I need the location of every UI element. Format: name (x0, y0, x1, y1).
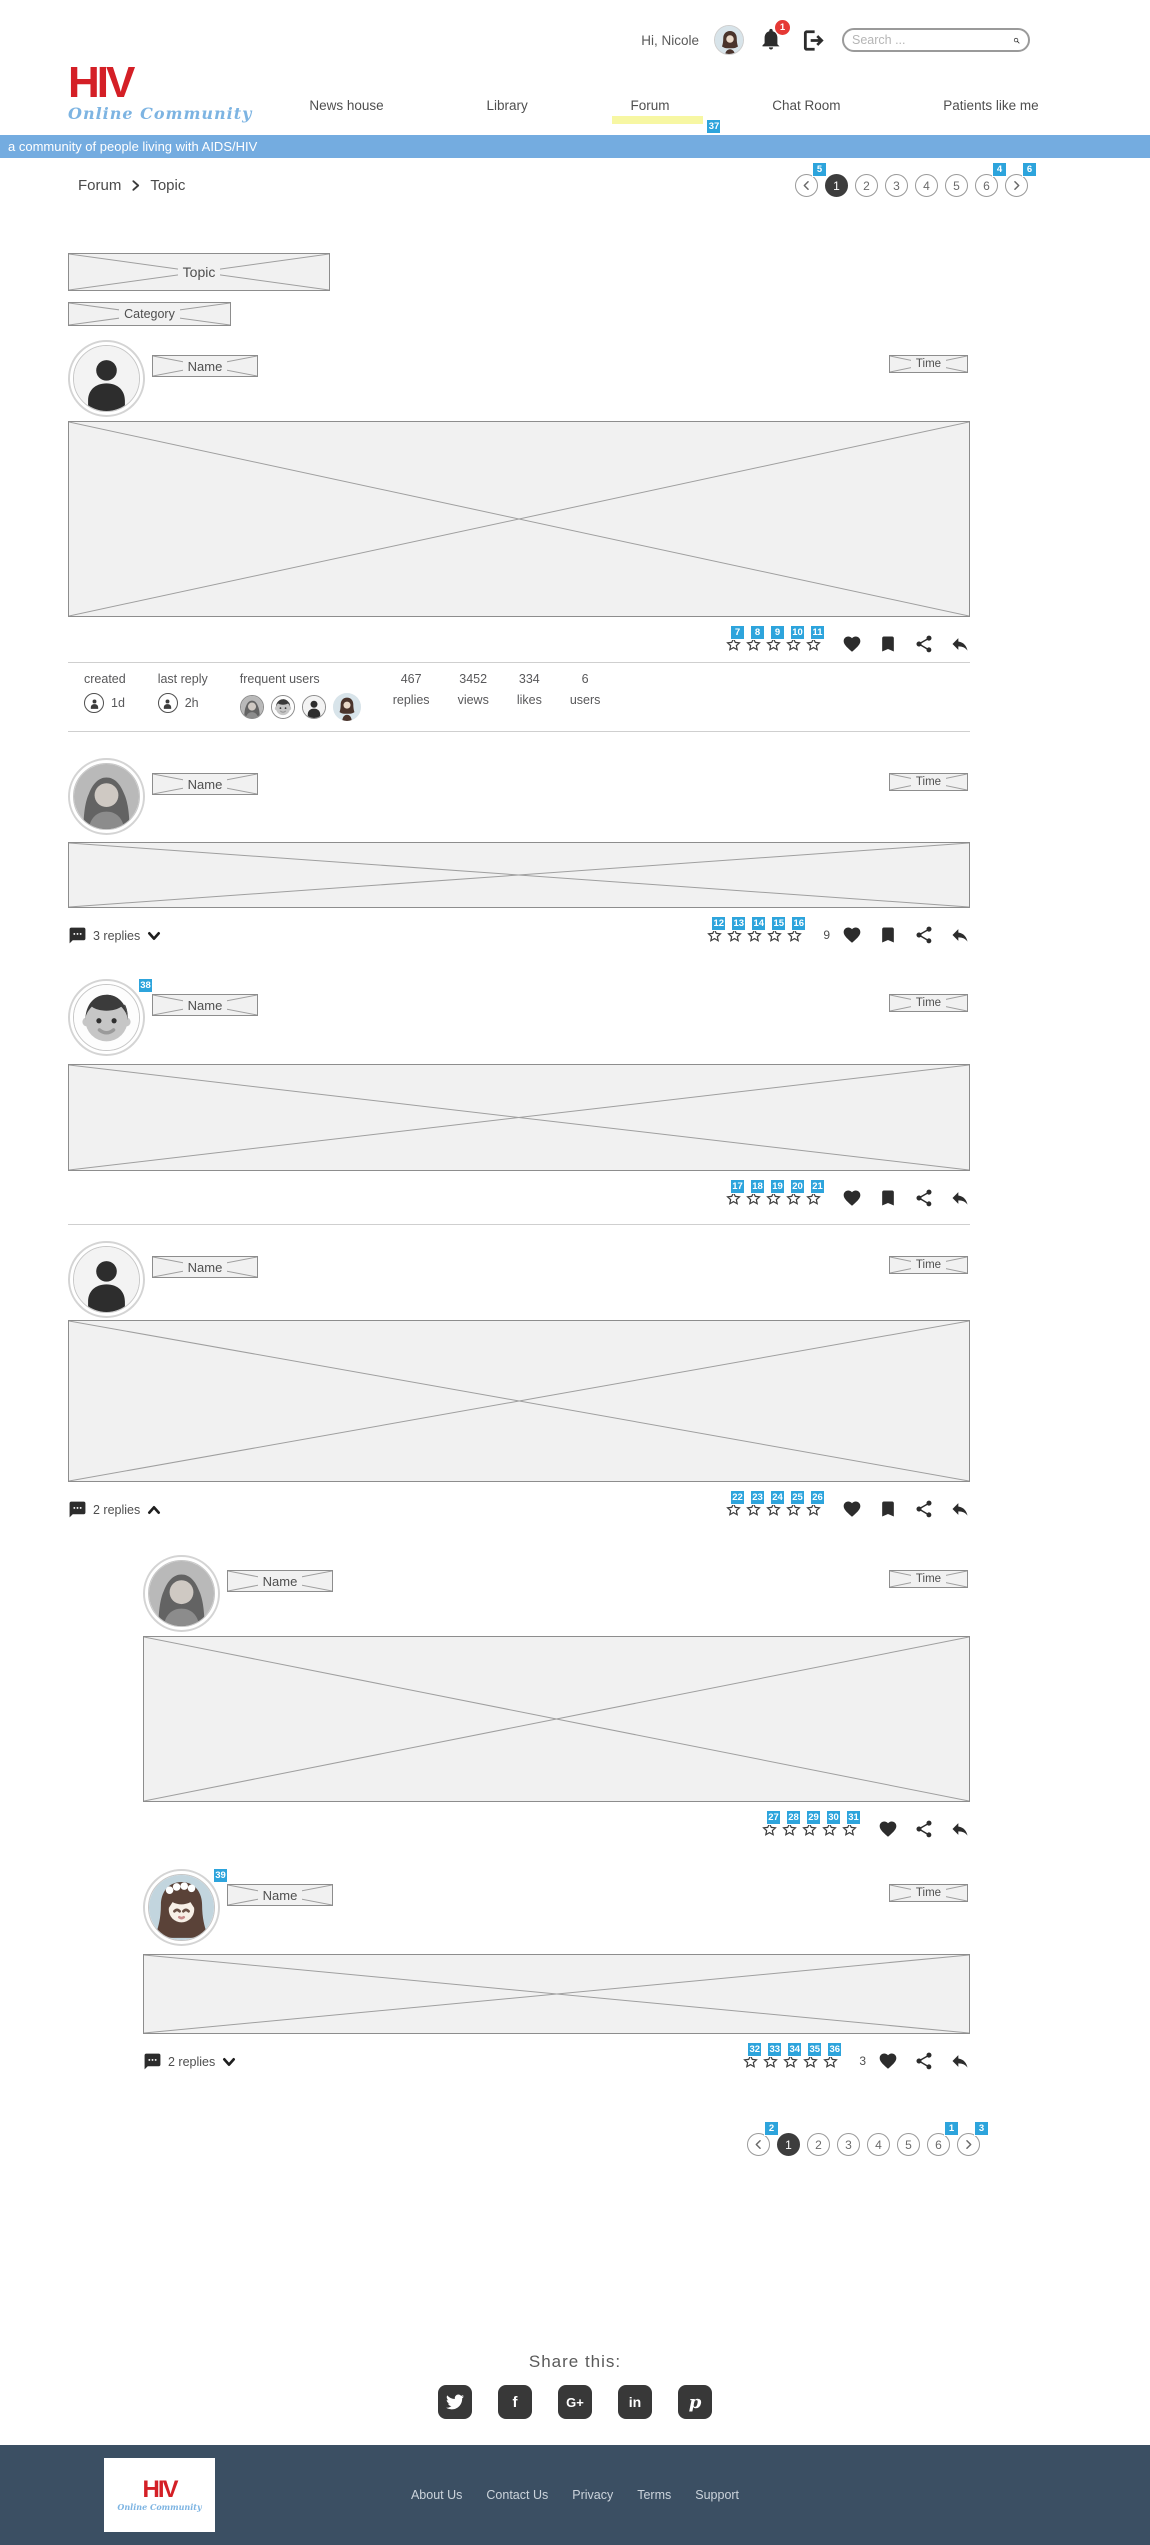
rating-stars[interactable] (725, 626, 823, 653)
rating-stars[interactable] (725, 1491, 823, 1518)
reply-button[interactable] (950, 1499, 970, 1519)
chevron-left-icon (799, 178, 814, 193)
replies-toggle[interactable]: 2 replies (68, 1500, 162, 1519)
notifications-button[interactable] (759, 22, 786, 53)
post-time-placeholder: Time (889, 994, 968, 1012)
author-name-placeholder: Name (152, 1256, 258, 1278)
annotation-badge: 16 (791, 916, 806, 931)
avatar[interactable] (333, 693, 361, 721)
site-header (0, 58, 1150, 132)
pagination-top (795, 164, 1033, 197)
avatar[interactable] (143, 1869, 226, 1946)
page-button-4[interactable]: 4 (915, 174, 938, 197)
annotation-badge: 29 (806, 1810, 821, 1825)
next-page-button[interactable] (957, 2123, 985, 2156)
annotation-badge: 35 (807, 2042, 822, 2057)
annotation-badge: 11 (810, 625, 825, 640)
annotation-badge: 3 (974, 2121, 989, 2136)
facebook-icon: f (512, 2393, 518, 2411)
stat-views: 3452 views (457, 672, 489, 707)
author-name-placeholder: Name (152, 773, 258, 795)
chevron-down-icon (146, 928, 162, 944)
avatar[interactable] (240, 695, 264, 719)
author-name-placeholder: Name (227, 1884, 333, 1906)
footer-links (411, 2488, 739, 2502)
bookmark-button[interactable] (878, 1499, 898, 1519)
like-button[interactable] (842, 634, 862, 654)
nav-item-patients-like-me[interactable]: Patients like me (943, 98, 1039, 113)
pinterest-icon: p (688, 2391, 702, 2413)
nav-item-forum[interactable]: Forum 37 (630, 98, 669, 113)
annotation-badge: 23 (750, 1490, 765, 1505)
stat-frequent-users: frequent users (240, 672, 361, 721)
topic-title-placeholder: Topic (68, 253, 330, 291)
annotation-badge: 14 (751, 916, 766, 931)
nested-reply-1 (143, 1555, 970, 1839)
post-time-placeholder: Time (889, 1884, 968, 1902)
footer-logo[interactable]: HIV Online Community (104, 2458, 215, 2532)
post-body-placeholder (68, 421, 970, 617)
page-button-6[interactable]: 6 4 (975, 174, 998, 197)
rating-stars[interactable] (725, 1180, 823, 1207)
annotation-badge: 31 (846, 1810, 861, 1825)
annotation-badge: 5 (812, 162, 827, 177)
footer-link-terms[interactable]: Terms (637, 2488, 672, 2502)
avatar[interactable] (68, 758, 145, 835)
reply-button[interactable] (950, 1188, 970, 1208)
annotation-badge: 24 (770, 1490, 785, 1505)
tagline-banner: a community of people living with AIDS/HIV (0, 135, 1150, 158)
page-button-3[interactable]: 3 (837, 2133, 860, 2156)
annotation-badge: 30 (826, 1810, 841, 1825)
annotation-badge: 20 (790, 1179, 805, 1194)
breadcrumb-topic: Topic (150, 177, 186, 194)
search-input[interactable] (852, 33, 1013, 47)
like-button[interactable] (842, 1499, 862, 1519)
woman-avatar-photo (74, 764, 139, 829)
page-button-1[interactable]: 1 (777, 2133, 800, 2156)
reply-button[interactable] (950, 1819, 970, 1839)
bookmark-button[interactable] (878, 925, 898, 945)
reply-button[interactable] (950, 2051, 970, 2071)
post-time-placeholder: Time (889, 773, 968, 791)
avatar[interactable] (68, 1241, 145, 1318)
annotation-badge: 38 (138, 978, 153, 993)
pagination-bottom (747, 2123, 985, 2156)
category-placeholder: Category (68, 302, 231, 326)
person-avatar-icon (74, 1247, 139, 1312)
annotation-badge: 4 (992, 162, 1007, 177)
google-plus-icon: G+ (566, 2394, 584, 2410)
post-reply-3 (68, 1241, 970, 1519)
annotation-badge: 9 (770, 625, 785, 640)
chevron-left-icon (751, 2137, 766, 2152)
breadcrumb (78, 177, 185, 194)
divider (68, 1224, 970, 1225)
avatar[interactable] (68, 979, 151, 1056)
annotation-badge: 36 (827, 2042, 842, 2057)
rating-stars[interactable] (742, 2043, 841, 2070)
like-button[interactable] (842, 1188, 862, 1208)
girl-avatar-illustration (149, 1875, 214, 1940)
search-icon[interactable] (1013, 32, 1020, 49)
avatar[interactable] (143, 1555, 220, 1632)
logo-subtitle: Online Community (68, 104, 253, 123)
annotation-badge: 17 (730, 1179, 745, 1194)
annotation-badge: 37 (706, 119, 721, 134)
replies-toggle[interactable]: 2 replies (143, 2052, 237, 2071)
chevron-up-icon (146, 1502, 162, 1518)
person-icon (84, 693, 104, 713)
logo-title: HIV (68, 58, 133, 107)
site-footer (0, 2445, 1150, 2545)
stat-created: created 1d (84, 672, 126, 713)
share-button[interactable] (914, 1819, 934, 1839)
post-original (68, 340, 970, 732)
rating-stars[interactable] (761, 1811, 859, 1838)
prev-page-button[interactable] (747, 2123, 775, 2156)
annotation-badge: 7 (730, 625, 745, 640)
topic-stats (68, 663, 970, 731)
chevron-right-icon (961, 2137, 976, 2152)
chevron-down-icon (221, 2054, 237, 2070)
share-button[interactable] (914, 2051, 934, 2071)
post-reply-2 (68, 979, 970, 1225)
chevron-right-icon (1009, 178, 1024, 193)
avatar[interactable] (271, 695, 295, 719)
page-button-4[interactable]: 4 (867, 2133, 890, 2156)
user-greeting: Hi, Nicole (641, 32, 699, 48)
annotation-badge: 27 (766, 1810, 781, 1825)
post-body-placeholder (143, 1954, 970, 2034)
post-body-placeholder (68, 842, 970, 908)
last-reply-value: 2h (184, 696, 199, 710)
annotation-badge: 39 (213, 1868, 228, 1883)
post-time-placeholder: Time (889, 355, 968, 373)
author-name-placeholder: Name (227, 1570, 333, 1592)
breadcrumb-forum[interactable]: Forum (78, 177, 122, 194)
replies-bubble-icon (143, 2052, 162, 2071)
annotation-badge: 22 (730, 1490, 745, 1505)
share-pinterest-button[interactable] (678, 2385, 712, 2419)
footer-link-support[interactable]: Support (695, 2488, 740, 2502)
page-button-3[interactable]: 3 (885, 174, 908, 197)
site-logo[interactable] (68, 58, 258, 123)
sign-out-button[interactable] (800, 27, 827, 54)
post-reply-1 (68, 758, 970, 945)
share-facebook-button[interactable] (498, 2385, 532, 2419)
replies-bubble-icon (68, 1500, 87, 1519)
rating-stars[interactable] (706, 917, 805, 944)
annotation-badge: 15 (771, 916, 786, 931)
nav-item-news-house[interactable]: News house (309, 98, 384, 113)
notification-badge: 1 (775, 20, 790, 35)
page-button-5[interactable]: 5 (897, 2133, 920, 2156)
annotation-badge: 2 (764, 2121, 779, 2136)
page-button-6[interactable]: 6 1 (927, 2133, 950, 2156)
annotation-badge: 21 (810, 1179, 825, 1194)
main-nav (258, 98, 1090, 132)
boy-avatar-cartoon (74, 985, 139, 1050)
avatar[interactable] (68, 340, 145, 417)
created-value: 1d (111, 696, 125, 710)
avatar[interactable] (302, 695, 326, 719)
share-button[interactable] (914, 925, 934, 945)
like-count: 9 (823, 928, 830, 942)
annotation-badge: 12 (711, 916, 726, 931)
twitter-icon (446, 2393, 464, 2411)
like-button[interactable] (878, 2051, 898, 2071)
search-box[interactable] (842, 28, 1030, 52)
topbar (0, 0, 1150, 58)
share-twitter-button[interactable] (438, 2385, 472, 2419)
annotation-badge: 33 (767, 2042, 782, 2057)
page-button-2[interactable]: 2 (807, 2133, 830, 2156)
annotation-badge: 32 (747, 2042, 762, 2057)
post-body-placeholder (68, 1064, 970, 1171)
divider (68, 731, 970, 732)
prev-page-button[interactable] (795, 164, 823, 197)
share-googleplus-button[interactable] (558, 2385, 592, 2419)
annotation-badge: 8 (750, 625, 765, 640)
annotation-badge: 28 (786, 1810, 801, 1825)
nested-reply-2 (143, 1869, 970, 2071)
bookmark-button[interactable] (878, 1188, 898, 1208)
annotation-badge: 10 (790, 625, 805, 640)
annotation-badge: 6 (1022, 162, 1037, 177)
share-linkedin-button[interactable] (618, 2385, 652, 2419)
annotation-badge: 26 (810, 1490, 825, 1505)
user-avatar[interactable] (714, 25, 744, 55)
share-button[interactable] (914, 1188, 934, 1208)
like-button[interactable] (878, 1819, 898, 1839)
share-label: Share this: (528, 2352, 622, 2371)
annotation-badge: 25 (790, 1490, 805, 1505)
page-button-5[interactable]: 5 (945, 174, 968, 197)
stat-replies: 467 replies (392, 672, 430, 707)
footer-link-privacy[interactable]: Privacy (572, 2488, 614, 2502)
chevron-right-icon (129, 179, 142, 192)
post-body-placeholder (68, 1320, 970, 1482)
annotation-badge: 13 (731, 916, 746, 931)
next-page-button[interactable] (1005, 164, 1033, 197)
annotation-badge: 1 (944, 2121, 959, 2136)
author-name-placeholder: Name (152, 355, 258, 377)
post-body-placeholder (143, 1636, 970, 1802)
reply-button[interactable] (950, 634, 970, 654)
share-button[interactable] (914, 1499, 934, 1519)
footer-link-contact-us[interactable]: Contact Us (486, 2488, 549, 2502)
reply-button[interactable] (950, 925, 970, 945)
like-button[interactable] (842, 925, 862, 945)
nav-item-library[interactable]: Library (486, 98, 528, 113)
author-name-placeholder: Name (152, 994, 258, 1016)
footer-link-about-us[interactable]: About Us (410, 2488, 463, 2502)
stat-last-reply: last reply 2h (158, 672, 208, 713)
woman-avatar-photo (149, 1561, 214, 1626)
bookmark-button[interactable] (878, 634, 898, 654)
page-button-1[interactable]: 1 (825, 174, 848, 197)
sign-out-icon (800, 27, 827, 54)
stat-likes: 334 likes (516, 672, 542, 707)
annotation-badge: 18 (750, 1179, 765, 1194)
annotation-badge: 34 (787, 2042, 802, 2057)
replies-bubble-icon (68, 926, 87, 945)
stat-users: 6 users (569, 672, 601, 707)
share-button[interactable] (914, 634, 934, 654)
active-nav-highlight (612, 116, 703, 124)
like-count: 3 (859, 2054, 866, 2068)
annotation-badge: 19 (770, 1179, 785, 1194)
linkedin-icon: in (628, 2394, 642, 2410)
nav-item-chat-room[interactable]: Chat Room (772, 98, 841, 113)
person-avatar-icon (74, 346, 139, 411)
post-time-placeholder: Time (889, 1570, 968, 1588)
page-button-2[interactable]: 2 (855, 174, 878, 197)
person-icon (158, 693, 178, 713)
replies-toggle[interactable]: 3 replies (68, 926, 162, 945)
post-time-placeholder: Time (889, 1256, 968, 1274)
share-section (0, 2352, 1150, 2419)
